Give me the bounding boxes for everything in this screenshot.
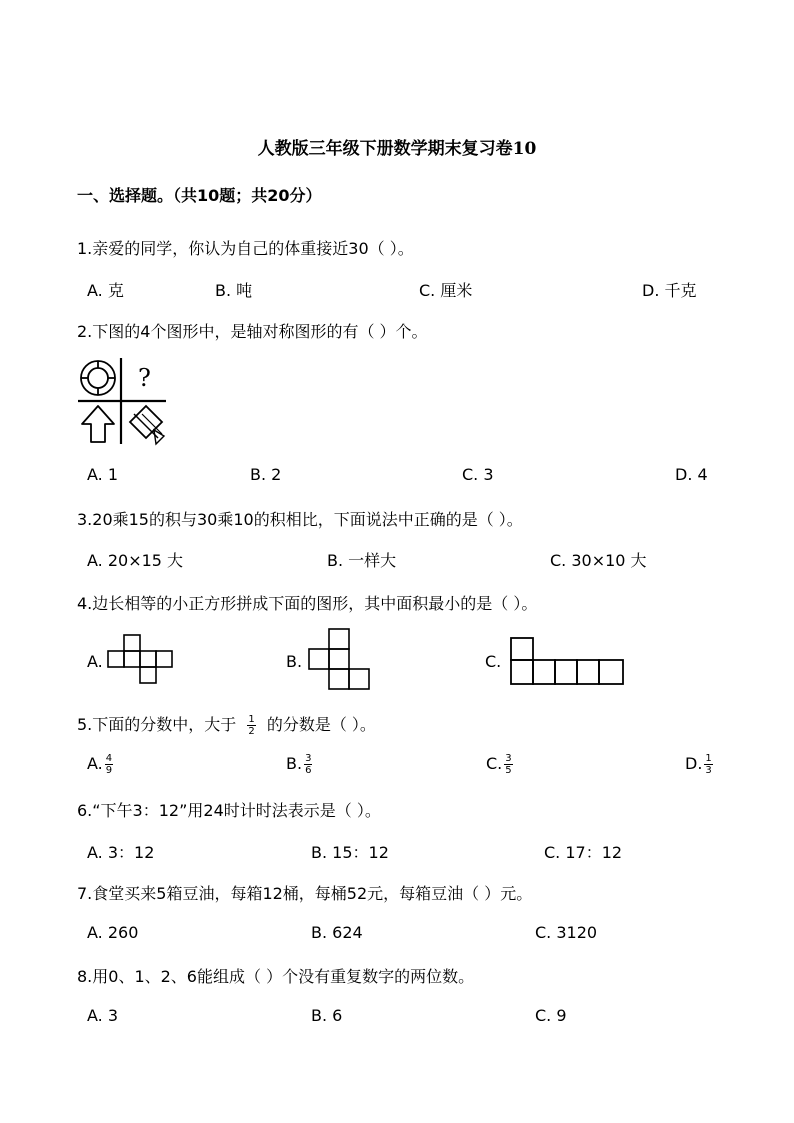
question-2-stem: 2.下图的4个图形中，是轴对称图形的有（ ）个。: [77, 322, 428, 341]
question-3-stem: 3.20乘15的积与30乘10的积相比，下面说法中正确的是（ ）。: [77, 510, 523, 529]
question-mark-symbol: ?: [138, 364, 151, 392]
q5-stem-before: 5.下面的分数中，大于: [77, 715, 237, 734]
q5-stem-after: 的分数是（ ）。: [266, 715, 376, 734]
q3-option-c[interactable]: C. 30×10 大: [550, 551, 647, 570]
q4-shape-a: [108, 633, 176, 687]
question-6-stem: 6.“下午3：12”用24时计时法表示是（ ）。: [77, 801, 381, 820]
arrow-up-icon: [82, 406, 114, 442]
q8-option-b[interactable]: B. 6: [311, 1006, 343, 1025]
q1-option-a[interactable]: A. 克: [87, 281, 124, 300]
crossed-diamond-icon: [130, 406, 164, 444]
q2-option-d[interactable]: D. 4: [675, 465, 708, 484]
q7-option-a[interactable]: A. 260: [87, 923, 139, 942]
q2-option-a[interactable]: A. 1: [87, 465, 119, 484]
question-5-stem: [77, 712, 376, 737]
q8-option-a[interactable]: A. 3: [87, 1006, 119, 1025]
q4-option-a[interactable]: A.: [87, 652, 103, 671]
q2-option-c[interactable]: C. 3: [462, 465, 494, 484]
q6-option-c[interactable]: C. 17：12: [544, 843, 623, 862]
q1-option-b[interactable]: B. 吨: [215, 281, 253, 300]
q2-figure-grid: [76, 356, 168, 448]
q5-stem-fraction: $\frac{1}{2}$: [248, 714, 255, 737]
q3-option-a[interactable]: A. 20×15 大: [87, 551, 184, 570]
q4-option-b[interactable]: B.: [286, 652, 303, 671]
q2-option-b[interactable]: B. 2: [250, 465, 282, 484]
q1-option-d[interactable]: D. 千克: [642, 281, 697, 300]
q5-option-c[interactable]: C. $\frac{3}{5}$: [486, 753, 512, 776]
q1-option-c[interactable]: C. 厘米: [419, 281, 473, 300]
question-8-stem: 8.用0、1、2、6能组成（ ）个没有重复数字的两位数。: [77, 967, 475, 986]
question-7-stem: 7.食堂买来5箱豆油，每箱12桶，每桶52元，每箱豆油（ ）元。: [77, 884, 533, 903]
q6-option-b[interactable]: B. 15：12: [311, 843, 389, 862]
page-title: 人教版三年级下册数学期末复习卷10: [257, 139, 537, 159]
question-1-stem: 1.亲爱的同学，你认为自己的体重接近30（ ）。: [77, 239, 414, 258]
section-heading: 一、选择题。（共10题；共20分）: [77, 186, 322, 205]
q5-option-a[interactable]: A. $\frac{4}{9}$: [87, 753, 113, 776]
q5-option-b[interactable]: B. $\frac{3}{6}$: [286, 753, 312, 776]
q4-option-c[interactable]: C.: [485, 652, 502, 671]
q7-option-b[interactable]: B. 624: [311, 923, 363, 942]
q4-shape-b: [307, 627, 375, 693]
q8-option-c[interactable]: C. 9: [535, 1006, 567, 1025]
q7-option-c[interactable]: C. 3120: [535, 923, 598, 942]
q4-shape-c: [509, 636, 627, 688]
q6-option-a[interactable]: A. 3：12: [87, 843, 155, 862]
q3-option-b[interactable]: B. 一样大: [327, 551, 397, 570]
ring-target-icon: [81, 361, 115, 395]
q5-option-d[interactable]: D. $\frac{1}{3}$: [685, 753, 712, 776]
question-4-stem: 4.边长相等的小正方形拼成下面的图形，其中面积最小的是（ ）。: [77, 594, 538, 613]
